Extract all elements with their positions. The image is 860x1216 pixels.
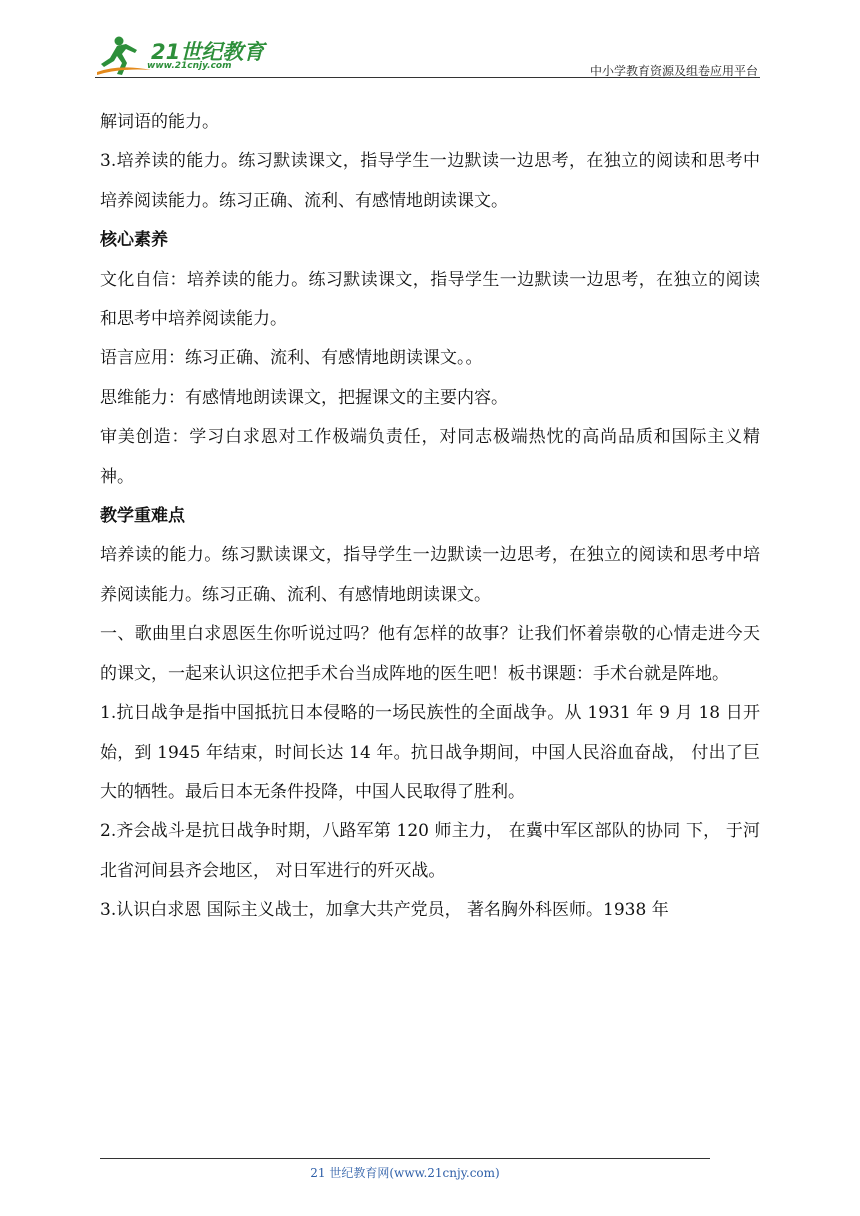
footer-text: 21 世纪教育网(www.21cnjy.com)	[310, 1166, 500, 1180]
paragraph: 解词语的能力。	[100, 112, 219, 132]
logo-url: www.21cnjy.com	[147, 61, 232, 71]
paragraph: 一、歌曲里白求恩医生你听说过吗？他有怎样的故事？让我们怀着崇敬的心情走进今天的课文，一起来认识这位把手术台当成阵地的医生吧！板书课题：手术台就是阵地。	[100, 624, 760, 684]
paragraph: 1.抗日战争是指中国抵抗日本侵略的一场民族性的全面战争。从 1931 年 9 月 18 日开始，到 1945 年结束，时间长达 14 年。抗日战争期间，中国人民浴血奋战， 付出了巨大的牺牲。最后日本无条件投降，中国人民取得了胜利。	[100, 703, 760, 802]
logo-text: 21世纪教育	[151, 40, 265, 64]
section-heading: 核心素养	[100, 230, 168, 251]
paragraph: 3.认识白求恩 国际主义战士，加拿大共产党员， 著名胸外科医师。1938 年	[100, 900, 669, 921]
footer-divider	[100, 1158, 710, 1159]
paragraph: 2.齐会战斗是抗日战争时期，八路军第 120 师主力， 在冀中军区部队的协同 下， 于河北省河间县齐会地区， 对日军进行的歼灭战。	[100, 821, 760, 881]
paragraph: 3.培养读的能力。练习默读课文，指导学生一边默读一边思考，在独立的阅读和思考中培养阅读能力。练习正确、流利、有感情地朗读课文。	[100, 151, 760, 211]
header-divider	[95, 77, 760, 78]
paragraph: 文化自信：培养读的能力。练习默读课文，指导学生一边默读一边思考，在独立的阅读和思考中培养阅读能力。	[100, 269, 760, 330]
document-body	[100, 103, 760, 931]
paragraph: 审美创造：学习白求恩对工作极端负责任，对同志极端热忱的高尚品质和国际主义精神。	[100, 427, 760, 487]
logo	[95, 34, 265, 78]
section-heading: 教学重难点	[100, 506, 185, 527]
paragraph: 思维能力：有感情地朗读课文，把握课文的主要内容。	[100, 387, 508, 408]
platform-name: 中小学教育资源及组卷应用平台	[589, 64, 758, 78]
page-header	[95, 34, 760, 78]
paragraph: 语言应用：练习正确、流利、有感情地朗读课文。。	[100, 348, 483, 369]
runner-logo-icon	[95, 34, 155, 78]
paragraph: 培养读的能力。练习默读课文，指导学生一边默读一边思考，在独立的阅读和思考中培养阅读能力。练习正确、流利、有感情地朗读课文。	[100, 545, 760, 605]
